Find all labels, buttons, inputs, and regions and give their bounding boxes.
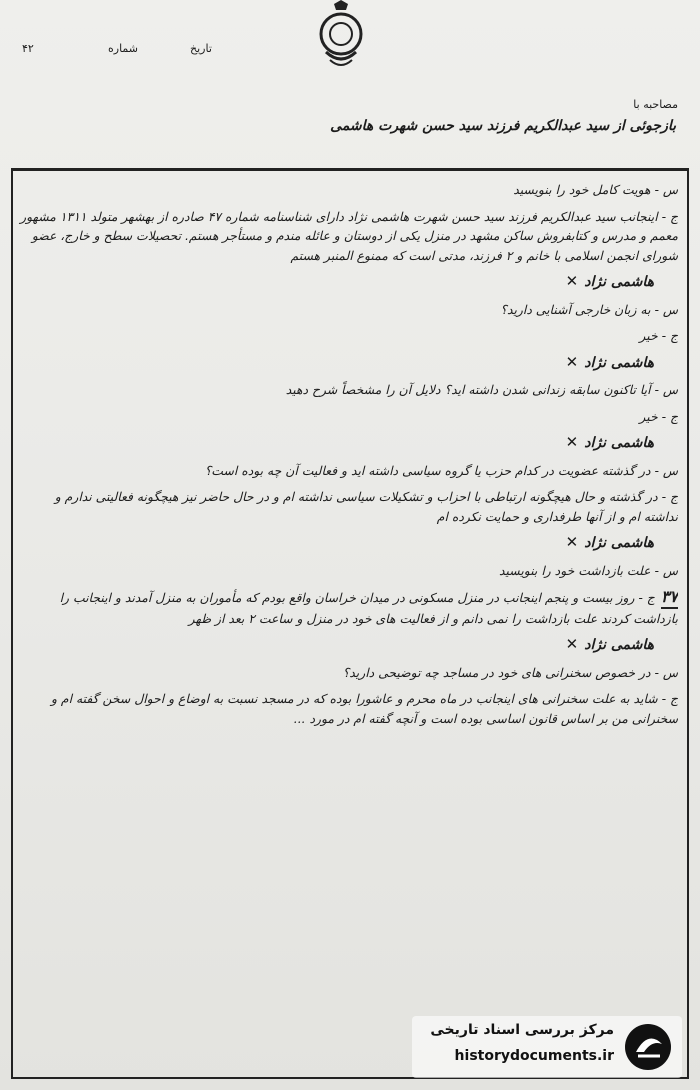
question-4: س - در گذشته عضویت در کدام حزب یا گروه سیاسی داشته اید و فعالیت آن چه بوده است؟: [204, 462, 678, 478]
answer-5: ج - روز بیست و پنجم اینجانب در منزل مسکونی در میدان خراسان واقع بودم که مأموران به منزل آمدند و اینجانب را بازداشت کردند علت بازداشت را نمی دانم و از فعالیت های خود در منزل و ساعت ۲ بعد از ظهر: [59, 590, 678, 626]
answer-5-block: [18, 587, 678, 628]
number-label: شماره: [108, 42, 139, 55]
answer-2: ج - خیر: [639, 328, 678, 343]
interrogator-line: بازجوئی از سید عبدالکریم فرزند سید حسن شهرت هاشمی: [330, 118, 676, 134]
signature-text: هاشمی نژاد: [584, 637, 654, 653]
question-2: س - به زبان خارجی آشنایی دارید؟: [500, 301, 678, 317]
signature-3: [18, 433, 678, 454]
signature-text: هاشمی نژاد: [584, 354, 654, 371]
stamp-number: ۳۷: [661, 587, 678, 609]
date-label: تاریخ: [190, 42, 212, 55]
archive-name: مرکز بررسی اسناد تاریخی: [430, 1022, 614, 1038]
question-6: س - در خصوص سخنرانی های خود در مساجد چه توضیحی دارید؟: [342, 664, 678, 680]
archive-watermark: [412, 1016, 682, 1078]
page-number: ۴۲: [22, 42, 34, 55]
question-1: س - هویت کامل خود را بنویسید: [513, 182, 678, 197]
x-mark-icon: ✕: [565, 272, 579, 290]
question-5: س - علت بازداشت خود را بنویسید: [499, 562, 678, 578]
x-mark-icon: ✕: [565, 533, 579, 551]
signature-text: هاشمی نژاد: [584, 435, 654, 451]
x-mark-icon: ✕: [565, 635, 579, 653]
answer-4: ج - در گذشته و حال هیچگونه ارتباطی با احزاب و تشکیلات سیاسی نداشته ام و در حال حاضر نیز هیچگونه فعالیتی ندارم و نداشته ام و از آنها طرفداری و حمایت نکرده ام: [54, 489, 678, 524]
answer-6: ج - شاید به علت سخنرانی های اینجانب در ماه محرم و عاشورا بوده که در مسجد نسبت به اوضاع و احوال سخن گفته ام و سخنرانی من بر اساس قانون اساسی بوده است و آنچه گفته ام در مورد ...: [50, 691, 678, 726]
x-mark-icon: ✕: [565, 433, 579, 451]
meeting-label: مصاحبه با: [633, 98, 678, 111]
archive-logo-icon: [622, 1022, 674, 1072]
answer-1: ج - اینجانب سید عبدالکریم فرزند سید حسن شهرت هاشمی نژاد دارای شناسنامه شماره ۴۷ صادره از بهشهر متولد ۱۳۱۱ مشهور معمم و مدرس و کتابفروش ساکن مشهد در منزل یکی از دوستان و عائله مندم و مستأجر هستم. تحصیلات سطح و خارج، عضو شورای انجمن اسلامی با خانم و ۲ فرزند، مدتی است که ممنوع المنبر هستم: [20, 208, 678, 263]
signature-text: هاشمی نژاد: [584, 274, 654, 290]
document-body: [18, 180, 678, 1076]
lion-and-sun-emblem-icon: [312, 0, 370, 74]
signature-1: [18, 272, 678, 293]
question-3: س - آیا تاکنون سابقه زندانی شدن داشته اید؟ دلایل آن را مشخصاً شرح دهید: [285, 382, 678, 397]
answer-3: ج - خیر: [639, 408, 678, 424]
signature-5: [18, 635, 678, 656]
archive-url[interactable]: historydocuments.ir: [454, 1048, 614, 1064]
signature-text: هاشمی نژاد: [584, 535, 654, 551]
signature-2: [18, 353, 678, 374]
signature-4: [18, 533, 678, 554]
x-mark-icon: ✕: [565, 352, 579, 371]
